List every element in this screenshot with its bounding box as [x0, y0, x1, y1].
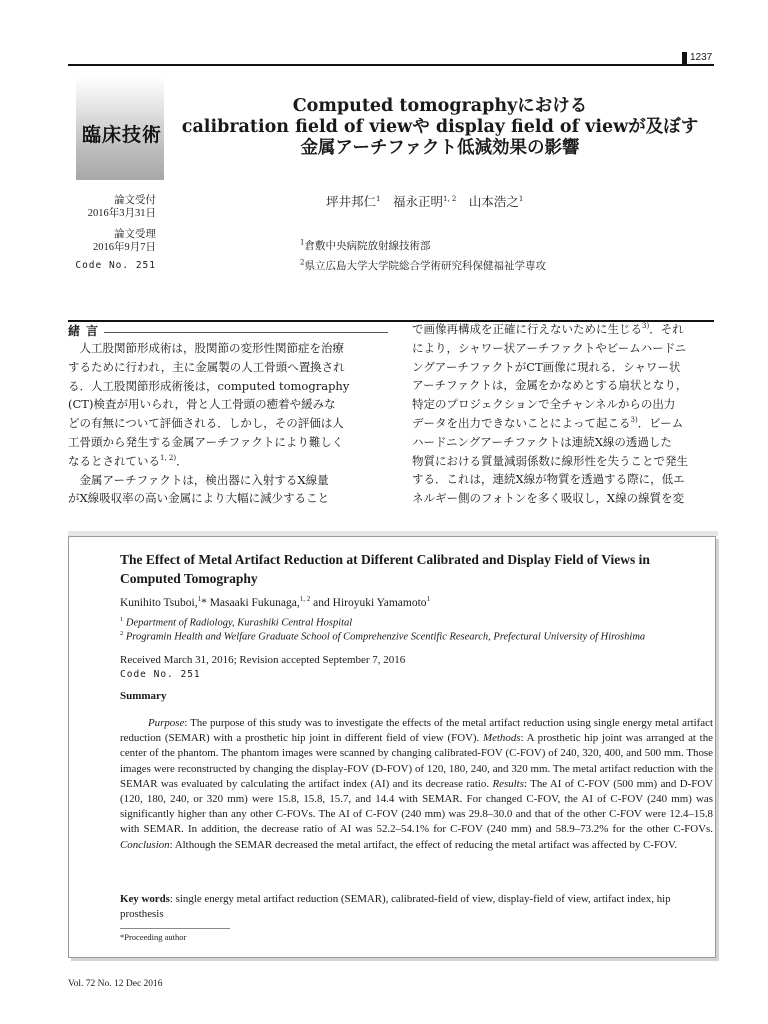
author-en-1: Kunihito Tsuboi,: [120, 596, 198, 609]
page-number: 1237: [690, 52, 713, 63]
footer-volume: Vol. 72 No. 12 Dec 2016: [68, 979, 163, 989]
author-en-1-sup: 1: [197, 595, 202, 603]
header-rule: [68, 64, 714, 66]
conclusion-text: : Although the SEMAR decreased the metal artifact, the effect of reducing the metal artifact was affected by C-FOV.: [169, 838, 678, 851]
affiliation-en-1-text: Department of Radiology, Kurashiki Central Hospital: [125, 617, 353, 629]
affiliation-en-2-text: Programin Health and Welfare Graduate School of Comprehenzive Scentific Research, Prefectural University of Hiroshima: [125, 631, 646, 643]
accepted-date: 2016年9月7日: [93, 242, 156, 253]
author-ja-3: 山本浩之: [468, 194, 519, 209]
body-line: 金属アーチファクトは，検出器に入射するX線量: [68, 472, 329, 487]
author-en-3-sup: 1: [426, 595, 431, 603]
body-line: ングアーチファクトがCT画像に現れる．シャワー状: [412, 359, 681, 374]
authors-ja: [326, 192, 523, 210]
purpose-text: : The purpose of this study was to investigate the effects of the metal artifact reduction using single energy metal artifact reduction (SEMAR) with a prosthetic hip joint in different field of view (FOV).: [120, 717, 713, 745]
affiliation-ja-1-text: 倉敷中央病院放射線技術部: [304, 240, 431, 252]
conclusion-label: Conclusion: [120, 838, 170, 851]
body-line-tail: ．ビーム: [637, 415, 684, 430]
body-column-1: [68, 339, 388, 508]
title-ja-line3: 金属アーチファクト低減効果の影響: [300, 138, 580, 158]
affiliation-ja-2-sup: 2: [300, 258, 305, 267]
affiliation-en-2-sup: 2: [120, 630, 124, 637]
body-line: 工骨頭から発生する金属アーチファクトにより難しく: [68, 434, 344, 449]
body-line: ネルギー側のフォトンを多く吸収し，X線の線質を変: [412, 491, 685, 506]
body-column-2: [412, 320, 714, 508]
body-line: アーチファクトは，金属をかなめとする扇状となり，: [412, 378, 688, 393]
title-ja: [180, 96, 700, 159]
body-line: [412, 414, 714, 433]
author-ja-2: 福永正明: [393, 194, 444, 209]
author-ja-2-sup: 1, 2: [443, 194, 457, 203]
summary-paragraph: [120, 716, 713, 853]
category-tag-label: 臨床技術: [82, 124, 163, 146]
body-line: がX線吸収率の高い金属により大幅に減少すること: [68, 491, 330, 506]
body-line: [412, 320, 714, 339]
keywords-text: : single energy metal artifact reduction (SEMAR), calibrated-field of view, display-field of view, artifact index, hip prosthesis: [120, 893, 671, 920]
title-ja-line1: Computed tomographyにおける: [292, 96, 588, 116]
title-ja-line2: calibration field of viewや display field of viewが及ぼす: [181, 117, 699, 137]
body-line: により，シャワー状アーチファクトやビームハードニ: [412, 340, 687, 355]
body-line-text: なるとされている: [68, 453, 160, 468]
body-line: するために行われ，主に金属製の人工骨頭へ置換され: [68, 359, 345, 374]
section-heading: 緒言: [68, 324, 105, 338]
affiliation-en-2: [120, 630, 645, 643]
received-label: 論文受付: [114, 195, 156, 206]
affiliation-ja-1: [300, 238, 430, 253]
results-text: : The AI of C-FOV (500 mm) and D-FOV (120, 180, 240, or 320 mm) were 15.8, 15.8, 15.7, and 14.4 with SEMAR. For changed C-FOV, the AI of C-FOV (240 mm) was significantly higher than any other C-FOVs. The AI of C-FOV (240 mm) was 29.8–30.0 and that of the other C-FOV were 12.4–15.8 with SEMAR. In addition, the decrease ratio of AI was 52.2–54.1% for C-FOV (240 mm) and 58.9–73.2% for the other C-FOVs.: [120, 777, 713, 836]
author-ja-1: 坪井邦仁: [326, 194, 377, 209]
body-line-text: データを出力できないことによって起こる: [412, 415, 631, 430]
author-ja-1-sup: 1: [376, 194, 381, 203]
citation: 1, 2): [160, 453, 177, 462]
body-line: 特定のプロジェクションで全チャンネルからの出力: [412, 397, 676, 412]
body-line: 人工股関節形成術は，股関節の変形性関節症を治療: [68, 341, 344, 355]
body-line: 物質における質量減弱係数に線形性を失うことで発生: [412, 453, 688, 468]
received-date: 2016年3月31日: [87, 208, 156, 219]
body-line: する．これは，連続X線が物質を透過する際に，低エ: [412, 472, 685, 487]
keywords: [120, 892, 713, 922]
citation: 3): [642, 322, 650, 331]
page-number-bar: [682, 52, 687, 64]
methods-text: : A prosthetic hip joint was arranged at the center of the phantom. The phantom images were scanned by changing calibrated-FOV (C-FOV) of 240, 320, 400, and 500 mm. Those images were reconstructed by changing the display-FOV (D-FOV) of 120, 180, 240, and 320 mm. The metal artifact reduction with the SEMAR was evaluated by calculating the artifact index (AI) and its decrease ratio.: [120, 732, 713, 790]
english-authors: [120, 595, 430, 609]
footnote-rule: [120, 928, 230, 929]
section-heading-rule: [104, 332, 388, 333]
corresponding-note: *Proceeding author: [120, 932, 187, 942]
body-line-text: で画像再構成を正確に行えないために生じる: [412, 322, 642, 336]
author-en-2: Masaaki Fukunaga,: [209, 596, 300, 609]
affiliation-ja-1-sup: 1: [300, 238, 305, 247]
citation: 3): [630, 416, 638, 425]
affiliation-en-1-sup: 1: [120, 616, 124, 623]
body-line: ハードニングアーチファクトは連続X線の透過した: [412, 434, 672, 449]
author-ja-3-sup: 1: [518, 194, 524, 203]
summary-heading: Summary: [120, 690, 167, 702]
results-label: Results: [492, 777, 524, 790]
author-en-2-sup: 1, 2: [299, 595, 311, 603]
summary-text: [120, 716, 713, 853]
affiliation-ja-2: [300, 258, 546, 273]
category-tag: [76, 76, 164, 180]
body-line-tail: ．それ: [649, 322, 684, 336]
affiliation-en-1: [120, 616, 352, 629]
code-number: Code No. 251: [75, 260, 156, 271]
keywords-label: Key words: [120, 893, 170, 905]
purpose-label: Purpose: [148, 717, 185, 729]
body-line: なるとされている$^{1, 2)}$．: [68, 453, 188, 468]
english-title: The Effect of Metal Artifact Reduction at Different Calibrated and Display Field of Views in Computed Tomography: [120, 552, 650, 586]
accepted-label: 論文受理: [114, 229, 156, 240]
author-en-3: and Hiroyuki Yamamoto: [313, 596, 427, 609]
code-en: Code No. 251: [120, 669, 201, 680]
corresponding-mark: *: [201, 596, 207, 609]
received-en: Received March 31, 2016; Revision accepted September 7, 2016: [120, 654, 406, 666]
methods-label: Methods: [483, 732, 521, 745]
body-line: どの有無について評価される．しかし，その評価は人: [68, 416, 344, 431]
body-line: (CT)検査が用いられ，骨と人工骨頭の癒着や緩みな: [68, 397, 336, 412]
body-line: る．人工股関節形成術後は，computed tomography: [68, 378, 350, 393]
affiliation-ja-2-text: 県立広島大学大学院総合学術研究科保健福祉学専攻: [304, 260, 546, 272]
